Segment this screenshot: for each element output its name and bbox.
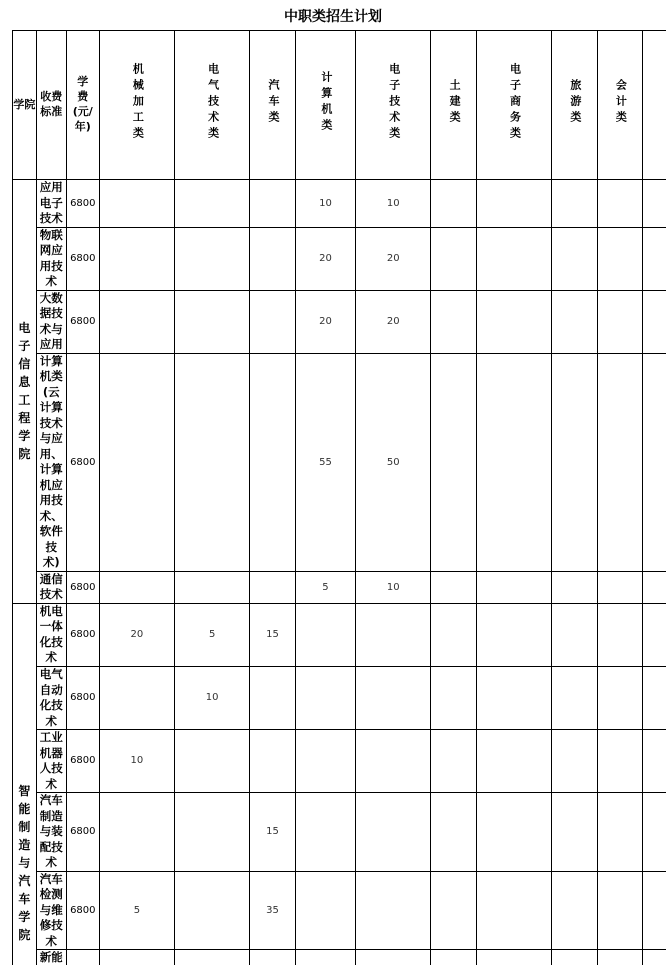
school-cell: 智能制造与汽车学院 bbox=[13, 603, 37, 965]
program-cell: 工业机器人技术 bbox=[36, 730, 66, 793]
quota-cell bbox=[356, 950, 431, 965]
quota-cell bbox=[643, 571, 666, 603]
program-cell: 机电一体化技术 bbox=[36, 603, 66, 666]
table-row bbox=[13, 871, 666, 950]
category-header bbox=[295, 31, 355, 180]
quota-cell: 20 bbox=[99, 603, 174, 666]
quota-cell bbox=[99, 666, 174, 729]
program-cell: 汽车检测与维修技术 bbox=[36, 871, 66, 950]
quota-cell bbox=[99, 353, 174, 571]
quota-cell bbox=[597, 353, 643, 571]
quota-cell bbox=[552, 603, 598, 666]
quota-cell bbox=[99, 571, 174, 603]
category-header-label: 计算机类 bbox=[318, 71, 333, 135]
quota-cell bbox=[431, 603, 477, 666]
quota-cell: 10 bbox=[99, 730, 174, 793]
category-header-label: 电气技术类 bbox=[205, 63, 220, 143]
table-row bbox=[13, 793, 666, 872]
program-cell: 大数据技术与应用 bbox=[36, 290, 66, 353]
quota-cell bbox=[431, 571, 477, 603]
quota-cell bbox=[643, 793, 666, 872]
quota-cell: 35 bbox=[250, 871, 296, 950]
category-header-label: 机械加工类 bbox=[130, 63, 145, 143]
quota-cell bbox=[356, 793, 431, 872]
quota-cell bbox=[295, 603, 355, 666]
fee-cell: 6800 bbox=[66, 353, 99, 571]
category-header bbox=[175, 31, 250, 180]
quota-cell: 15 bbox=[250, 793, 296, 872]
quota-cell bbox=[552, 950, 598, 965]
quota-cell bbox=[476, 950, 551, 965]
plan-body bbox=[13, 180, 666, 965]
table-row bbox=[13, 227, 666, 290]
fee-cell: 6800 bbox=[66, 730, 99, 793]
quota-cell bbox=[356, 603, 431, 666]
quota-cell bbox=[552, 793, 598, 872]
quota-cell: 5 bbox=[175, 603, 250, 666]
category-header bbox=[552, 31, 598, 180]
fee-cell bbox=[66, 950, 99, 965]
quota-cell bbox=[250, 666, 296, 729]
quota-cell bbox=[175, 227, 250, 290]
quota-cell: 10 bbox=[356, 180, 431, 228]
category-header-label: 会计类 bbox=[613, 79, 628, 127]
quota-cell bbox=[597, 793, 643, 872]
quota-cell bbox=[356, 730, 431, 793]
quota-cell bbox=[552, 290, 598, 353]
quota-cell bbox=[552, 871, 598, 950]
quota-cell bbox=[250, 290, 296, 353]
quota-cell bbox=[643, 950, 666, 965]
category-header bbox=[250, 31, 296, 180]
quota-cell bbox=[295, 793, 355, 872]
quota-cell bbox=[476, 290, 551, 353]
quota-cell bbox=[99, 227, 174, 290]
quota-cell bbox=[552, 353, 598, 571]
fee-cell: 6800 bbox=[66, 180, 99, 228]
quota-cell bbox=[431, 180, 477, 228]
page-title: 中职类招生计划 bbox=[0, 6, 666, 26]
program-cell: 电气自动化技术 bbox=[36, 666, 66, 729]
quota-cell bbox=[643, 730, 666, 793]
quota-cell bbox=[597, 666, 643, 729]
quota-cell: 20 bbox=[295, 227, 355, 290]
quota-cell bbox=[250, 950, 296, 965]
quota-cell bbox=[476, 871, 551, 950]
quota-cell bbox=[597, 571, 643, 603]
quota-cell bbox=[295, 950, 355, 965]
table-row bbox=[13, 603, 666, 666]
enrollment-plan-table bbox=[12, 30, 666, 965]
quota-cell: 15 bbox=[250, 603, 296, 666]
quota-cell bbox=[643, 666, 666, 729]
quota-cell: 10 bbox=[175, 666, 250, 729]
quota-cell bbox=[552, 666, 598, 729]
category-header-label: 电子商务类 bbox=[507, 63, 522, 143]
quota-cell: 10 bbox=[295, 180, 355, 228]
quota-cell bbox=[175, 871, 250, 950]
quota-cell bbox=[250, 730, 296, 793]
quota-cell bbox=[250, 180, 296, 228]
quota-cell: 20 bbox=[295, 290, 355, 353]
fee-cell: 6800 bbox=[66, 227, 99, 290]
school-cell: 电子信息工程学院 bbox=[13, 180, 37, 604]
quota-cell bbox=[175, 793, 250, 872]
quota-cell: 5 bbox=[295, 571, 355, 603]
table-row bbox=[13, 571, 666, 603]
quota-cell bbox=[175, 290, 250, 353]
quota-cell bbox=[431, 793, 477, 872]
quota-cell bbox=[99, 950, 174, 965]
quota-cell bbox=[476, 571, 551, 603]
quota-cell: 10 bbox=[356, 571, 431, 603]
quota-cell bbox=[597, 180, 643, 228]
quota-cell bbox=[99, 290, 174, 353]
quota-cell bbox=[175, 950, 250, 965]
quota-cell: 55 bbox=[295, 353, 355, 571]
quota-cell bbox=[356, 871, 431, 950]
quota-cell bbox=[597, 603, 643, 666]
quota-cell bbox=[643, 290, 666, 353]
category-header bbox=[597, 31, 643, 180]
quota-cell bbox=[431, 730, 477, 793]
quota-cell bbox=[250, 571, 296, 603]
quota-cell bbox=[356, 666, 431, 729]
table-row bbox=[13, 353, 666, 571]
category-header-label: 土建类 bbox=[446, 79, 461, 127]
quota-cell bbox=[99, 793, 174, 872]
quota-cell bbox=[476, 603, 551, 666]
quota-cell bbox=[597, 730, 643, 793]
quota-cell bbox=[476, 730, 551, 793]
category-header bbox=[431, 31, 477, 180]
quota-cell bbox=[431, 950, 477, 965]
quota-cell bbox=[476, 793, 551, 872]
program-cell: 计算机类(云计算技术与应用、计算机应用技术、软件技术) bbox=[36, 353, 66, 571]
quota-cell bbox=[175, 180, 250, 228]
quota-cell bbox=[597, 290, 643, 353]
quota-cell bbox=[643, 353, 666, 571]
fee-cell: 6800 bbox=[66, 666, 99, 729]
program-cell: 汽车制造与装配技术 bbox=[36, 793, 66, 872]
category-header-label: 旅游类 bbox=[567, 79, 582, 127]
program-cell: 应用电子技术 bbox=[36, 180, 66, 228]
standard-header: 收费标准 bbox=[36, 31, 66, 180]
fee-cell: 6800 bbox=[66, 571, 99, 603]
table-row bbox=[13, 950, 666, 965]
program-cell: 物联网应用技术 bbox=[36, 227, 66, 290]
fee-cell: 6800 bbox=[66, 871, 99, 950]
quota-cell: 50 bbox=[356, 353, 431, 571]
quota-cell bbox=[552, 180, 598, 228]
quota-cell bbox=[597, 227, 643, 290]
quota-cell: 20 bbox=[356, 290, 431, 353]
quota-cell bbox=[175, 730, 250, 793]
quota-cell: 20 bbox=[356, 227, 431, 290]
quota-cell bbox=[175, 353, 250, 571]
quota-cell bbox=[431, 666, 477, 729]
table-row bbox=[13, 290, 666, 353]
fee-header: 学费(元/年) bbox=[66, 31, 99, 180]
category-header-label: 汽车类 bbox=[265, 79, 280, 127]
quota-cell bbox=[431, 871, 477, 950]
header-row bbox=[13, 31, 666, 180]
quota-cell bbox=[431, 290, 477, 353]
category-header bbox=[356, 31, 431, 180]
quota-cell bbox=[175, 571, 250, 603]
program-cell: 新能 bbox=[36, 950, 66, 965]
quota-cell bbox=[99, 180, 174, 228]
table-row bbox=[13, 180, 666, 228]
category-header bbox=[476, 31, 551, 180]
quota-cell bbox=[643, 603, 666, 666]
quota-cell bbox=[643, 871, 666, 950]
school-header: 学院 bbox=[13, 31, 37, 180]
fee-cell: 6800 bbox=[66, 603, 99, 666]
quota-cell bbox=[295, 730, 355, 793]
quota-cell bbox=[597, 950, 643, 965]
quota-cell bbox=[552, 227, 598, 290]
quota-cell: 5 bbox=[99, 871, 174, 950]
table-row bbox=[13, 730, 666, 793]
quota-cell bbox=[643, 180, 666, 228]
category-header-label: 电子技术类 bbox=[386, 63, 401, 143]
quota-cell bbox=[295, 666, 355, 729]
fee-cell: 6800 bbox=[66, 793, 99, 872]
quota-cell bbox=[643, 227, 666, 290]
quota-cell bbox=[250, 353, 296, 571]
quota-cell bbox=[476, 666, 551, 729]
category-header bbox=[643, 31, 666, 180]
quota-cell bbox=[552, 730, 598, 793]
quota-cell bbox=[250, 227, 296, 290]
quota-cell bbox=[431, 227, 477, 290]
quota-cell bbox=[597, 871, 643, 950]
quota-cell bbox=[476, 180, 551, 228]
quota-cell bbox=[476, 353, 551, 571]
quota-cell bbox=[295, 871, 355, 950]
program-cell: 通信技术 bbox=[36, 571, 66, 603]
fee-cell: 6800 bbox=[66, 290, 99, 353]
category-header bbox=[99, 31, 174, 180]
table-row bbox=[13, 666, 666, 729]
quota-cell bbox=[431, 353, 477, 571]
quota-cell bbox=[476, 227, 551, 290]
quota-cell bbox=[552, 571, 598, 603]
